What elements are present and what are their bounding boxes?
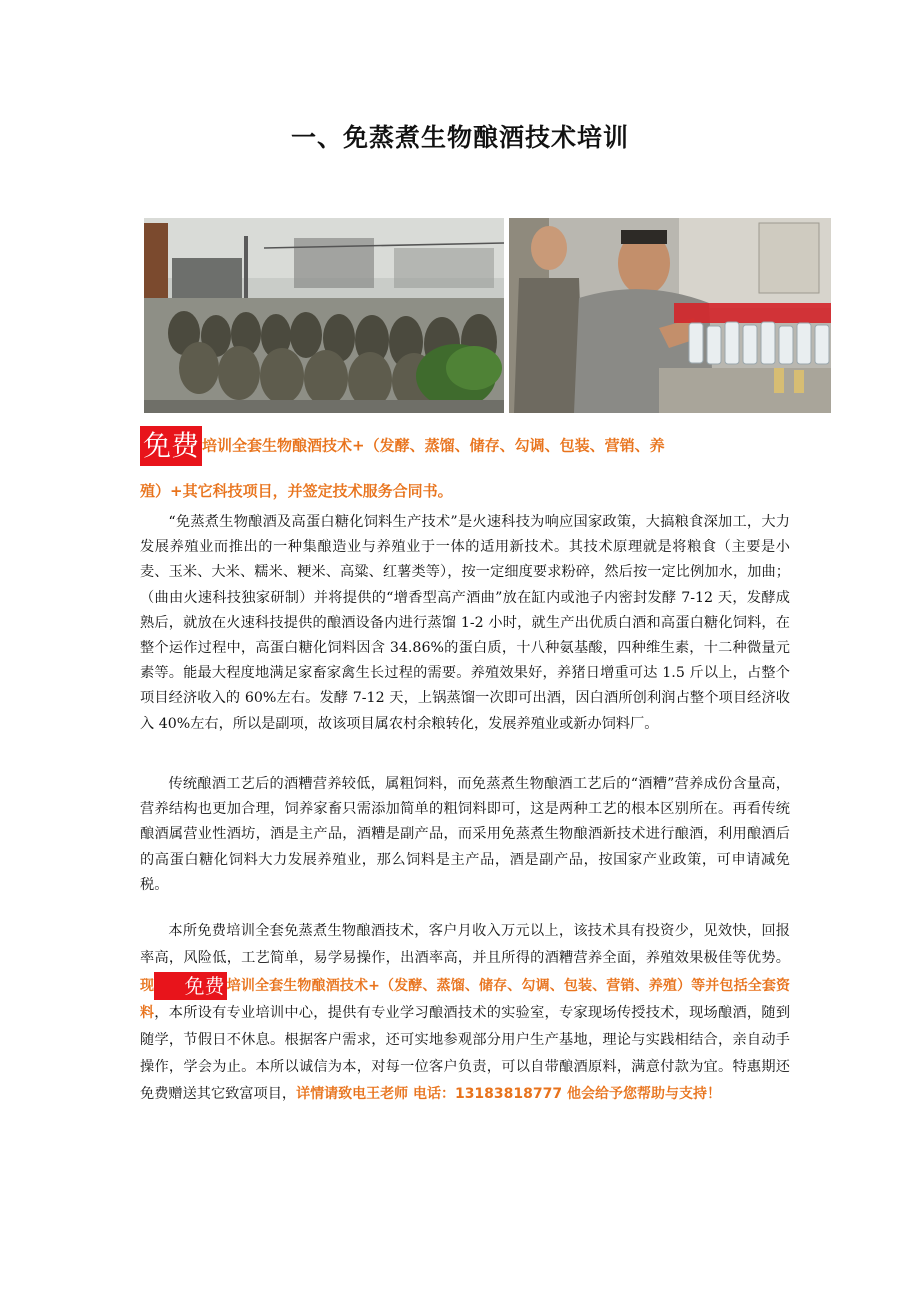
free-badge-inline: 免费: [154, 972, 226, 1000]
promo-line-2: 殖）+其它科技项目，并签定技术服务合同书。: [140, 482, 453, 500]
fermentation-jars-photo: [144, 218, 504, 413]
paragraph-1-text: “免蒸煮生物酿酒及高蛋白糖化饲料生产技术”是火速科技为响应国家政策，大搞粮食深加工，大力发展养殖业而推出的一种集酿造业与养殖业于一体的适用新技术。其技术原理就是将粮食（主要是小麦、玉米、大米、糯米、粳米、高粱、红薯类等），按一定细度要求粉碎，然后按一定比例加水，加曲；（曲由火速科技独家研制）并将提供的“增香型高产酒曲”放在缸内或池子内密封发酵 7-12 天，发酵成熟后，就放在火速科技提供的酿酒设备内进行蒸馏 1-2 小时，就生产出优质白酒和高蛋白糖化饲料，在整个运作过程中，高蛋白糖化饲料因含 34.86%的蛋白质，十八种氨基酸，四种维生素，十二种微量元素等。能最大程度地满足家畜家禽生长过程的需要。养殖效果好，养猪日增重可达 1.5 斤以上，占整个项目经济收入的 60%左右。发酵 7-12 天，上锅蒸馏一次即可出酒，因白酒所创利润占整个项目经济收入 40%左右，所以是副项，故该项目属农村余粮转化，发展养殖业或新办饲料厂。: [140, 514, 790, 732]
lab-inspection-photo: [509, 218, 831, 413]
promo-inline-text: 培训全套生物酿酒技术+（发酵、蒸馏、储存、勾调、包装、营销、养殖）等并包括全套资料: [140, 978, 791, 1021]
promo-prefix: 现: [140, 978, 155, 994]
contact-line: 详情请致电王老师 电话：13183818777 他会给予您帮助与支持！: [296, 1086, 721, 1102]
free-badge: 免费: [140, 426, 202, 466]
promo-line-1: 培训全套生物酿酒技术+（发酵、蒸馏、储存、勾调、包装、营销、养: [202, 436, 665, 455]
paragraph-2: [140, 772, 790, 898]
paragraph-3: [140, 918, 790, 1108]
paragraph-3-intro: 本所免费培训全套免蒸煮生物酿酒技术，客户月收入万元以上，该技术具有投资少，见效快，回报率高，风险低，工艺简单，易学易操作，出酒率高，并且所得的酒糟营养全面，养殖效果极佳等优势。: [140, 923, 790, 966]
paragraph-1: [140, 510, 790, 737]
page-title: 一、免蒸煮生物酿酒技术培训: [290, 123, 629, 152]
paragraph-2-text: 传统酿酒工艺后的酒糟营养较低，属粗饲料，而免蒸煮生物酿酒工艺后的“酒糟”营养成份含量高，营养结构也更加合理，饲养家畜只需添加简单的粗饲料即可，这是两种工艺的根本区别所在。再看传统酿酒属营业性酒坊，酒是主产品，酒糟是副产品，而采用免蒸煮生物酿酒新技术进行酿酒，利用酿酒后的高蛋白糖化饲料大力发展养殖业，那么饲料是主产品，酒是副产品，按国家产业政策，可申请减免税。: [140, 776, 790, 893]
promo-banner: [140, 425, 790, 501]
paragraph-3-body: ，本所设有专业培训中心，提供有专业学习酿酒技术的实验室，专家现场传授技术，现场酿酒，随到随学，节假日不休息。根据客户需求，还可实地参观部分用户生产基地，理论与实践相结合，亲自动手操作，学会为止。本所以诚信为本，对每一位客户负责，可以自带酿酒原料，满意付款为宜。特惠期还免费赠送其它致富项目，: [140, 1005, 791, 1102]
